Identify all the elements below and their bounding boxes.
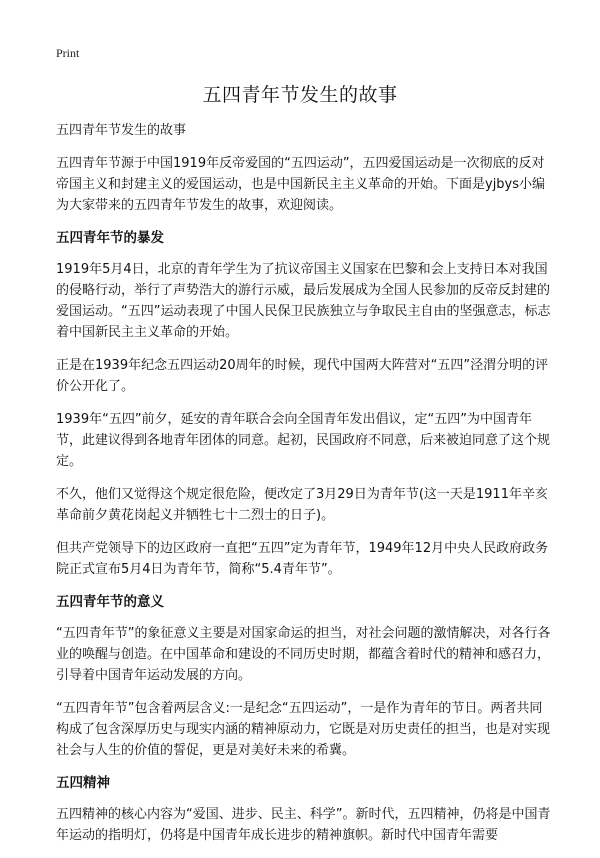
article-subtitle: 五四青年节发生的故事 <box>56 123 187 138</box>
paragraph: 但共产党领导下的边区政府一直把“五四”定为青年节，1949年12月中央人民政府政务院正式宣布5月4日为青年节，简称“5.4青年节”。 <box>56 541 549 577</box>
paragraph: 1939年“五四”前夕，延安的青年联合会向全国青年发出倡议，定“五四”为中国青年节，此建议得到各地青年团体的同意。起初，民国政府不同意，后来被迫同意了这个规定。 <box>56 412 551 469</box>
print-link[interactable]: Print <box>56 46 80 60</box>
intro-paragraph: 五四青年节源于中国1919年反帝爱国的“五四运动”，五四爱国运动是一次彻底的反对帝国主义和封建主义的爱国运动，也是中国新民主主义革命的开始。下面是yjbys小编为大家带来的五四青年节发生的故事，欢迎阅读。 <box>56 156 546 213</box>
paragraph: 1919年5月4日，北京的青年学生为了抗议帝国主义国家在巴黎和会上支持日本对我国的侵略行动，举行了声势浩大的游行示威，最后发展成为全国人民参加的反帝反封建的爱国运动。“五四”运动表现了中国人民保卫民族独立与争取民主自由的坚强意志，标志着中国新民主主义革命的开始。 <box>56 262 551 340</box>
paragraph: 不久，他们又觉得这个规定很危险，便改定了3月29日为青年节(这一天是1911年辛亥革命前夕黄花岗起义并牺牲七十二烈士的日子)。 <box>56 487 548 523</box>
page-title: 五四青年节发生的故事 <box>202 84 398 106</box>
paragraph: “五四青年节”的象征意义主要是对国家命运的担当，对社会问题的激情解决，对各行各业的唤醒与创造。在中国革命和建设的不同历史时期，都蕴含着时代的精神和感召力，引导着中国青年运动发展的方向。 <box>56 626 551 683</box>
article-body <box>56 120 552 858</box>
section-heading-meaning: 五四青年节的意义 <box>56 594 164 610</box>
paragraph: 五四精神的核心内容为“爱国、进步、民主、科学”。新时代，五四精神，仍将是中国青年运动的指明灯，仍将是中国青年成长进步的精神旗帜。新时代中国青年需要 <box>56 807 551 843</box>
paragraph: “五四青年节”包含着两层含义:一是纪念“五四运动”，一是作为青年的节日。两者共同构成了包含深厚历史与现实内涵的精神原动力，它既是对历史责任的担当，也是对实现社会与人生的价值的誓促，更是对美好未来的希冀。 <box>56 701 551 758</box>
paragraph: 正是在1939年纪念五四运动20周年的时候，现代中国两大阵营对“五四”泾渭分明的评价公开化了。 <box>56 358 549 394</box>
section-heading-origin: 五四青年节的暴发 <box>56 230 164 246</box>
section-heading-spirit: 五四精神 <box>56 775 110 791</box>
